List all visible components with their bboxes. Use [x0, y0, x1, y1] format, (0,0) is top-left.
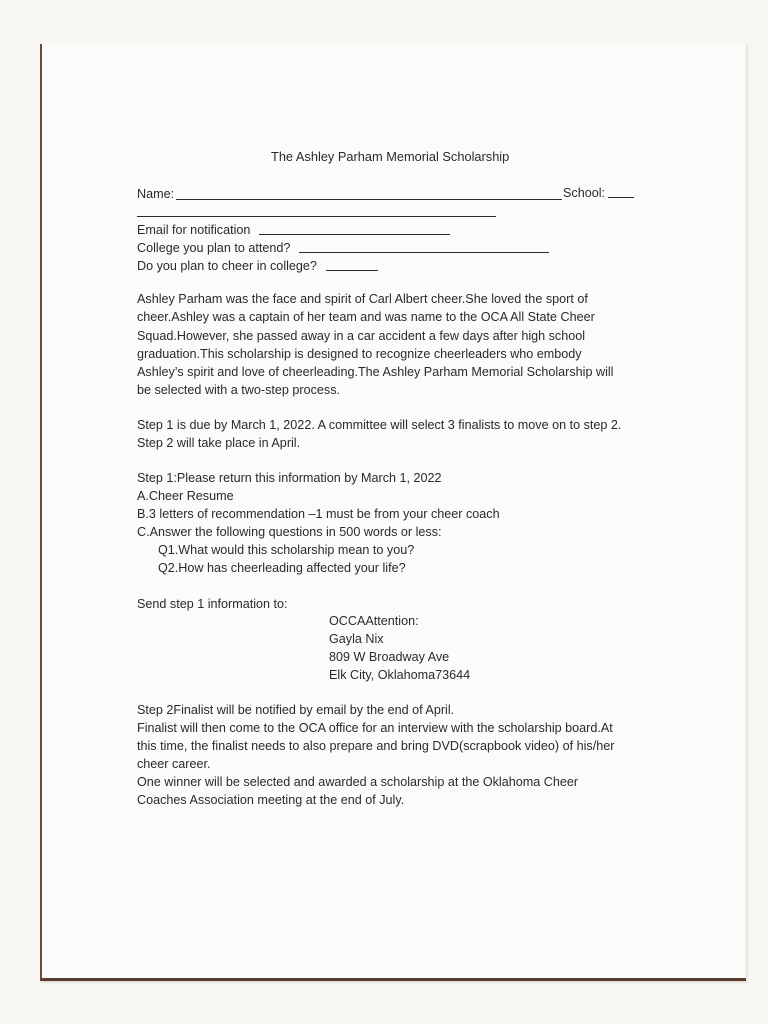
step1-item-c: C.Answer the following questions in 500 words or less:	[137, 525, 442, 539]
step1-item-b: B.3 letters of recommendation –1 must be from your cheer coach	[137, 507, 500, 521]
steps-intro-line: Step 2 will take place in April.	[137, 436, 301, 450]
intro-line: Squad.However, she passed away in a car accident a few days after high school	[137, 329, 586, 343]
name-field[interactable]	[176, 199, 562, 200]
cheer-field[interactable]	[326, 270, 378, 271]
step1-heading: Step 1:Please return this information by March 1, 2022	[137, 471, 442, 485]
step2-line: this time, the finalist needs to also prepare and bring DVD(scrapbook video) of his/her	[137, 739, 615, 753]
send-label: Send step 1 information to:	[137, 597, 288, 611]
intro-line: graduation.This scholarship is designed to recognize cheerleaders who embody	[137, 347, 582, 361]
steps-intro-line: Step 1 is due by March 1, 2022. A committee will select 3 finalists to move on to step 2.	[137, 418, 622, 432]
email-label: Email for notification	[137, 223, 251, 237]
address-line: OCCAAttention:	[329, 614, 419, 628]
step2-line: cheer career.	[137, 757, 211, 771]
step2-line: Step 2Finalist will be notified by email by the end of April.	[137, 703, 455, 717]
college-field[interactable]	[299, 252, 549, 253]
cheer-label: Do you plan to cheer in college?	[137, 259, 317, 273]
name-field-continuation[interactable]	[137, 216, 496, 217]
question-1: Q1.What would this scholarship mean to you?	[158, 543, 415, 557]
step2-line: One winner will be selected and awarded a scholarship at the Oklahoma Cheer	[137, 775, 579, 789]
step2-line: Coaches Association meeting at the end of July.	[137, 793, 405, 807]
college-label: College you plan to attend?	[137, 241, 291, 255]
document-title: The Ashley Parham Memorial Scholarship	[271, 149, 510, 164]
school-label: School:	[563, 186, 606, 200]
step1-item-a: A.Cheer Resume	[137, 489, 234, 503]
address-line: Elk City, Oklahoma73644	[329, 668, 471, 682]
step2-line: Finalist will then come to the OCA office for an interview with the scholarship board.At	[137, 721, 613, 735]
name-label: Name:	[137, 187, 175, 201]
address-line: Gayla Nix	[329, 632, 384, 646]
school-field[interactable]	[608, 197, 634, 198]
address-line: 809 W Broadway Ave	[329, 650, 450, 664]
intro-line: be selected with a two-step process.	[137, 383, 341, 397]
intro-line: Ashley Parham was the face and spirit of Carl Albert cheer.She loved the sport of	[137, 292, 588, 306]
intro-line: Ashley’s spirit and love of cheerleading.The Ashley Parham Memorial Scholarship will	[137, 365, 614, 379]
email-field[interactable]	[259, 234, 450, 235]
question-2: Q2.How has cheerleading affected your life?	[158, 561, 406, 575]
intro-line: cheer.Ashley was a captain of her team and was name to the OCA All State Cheer	[137, 310, 595, 324]
